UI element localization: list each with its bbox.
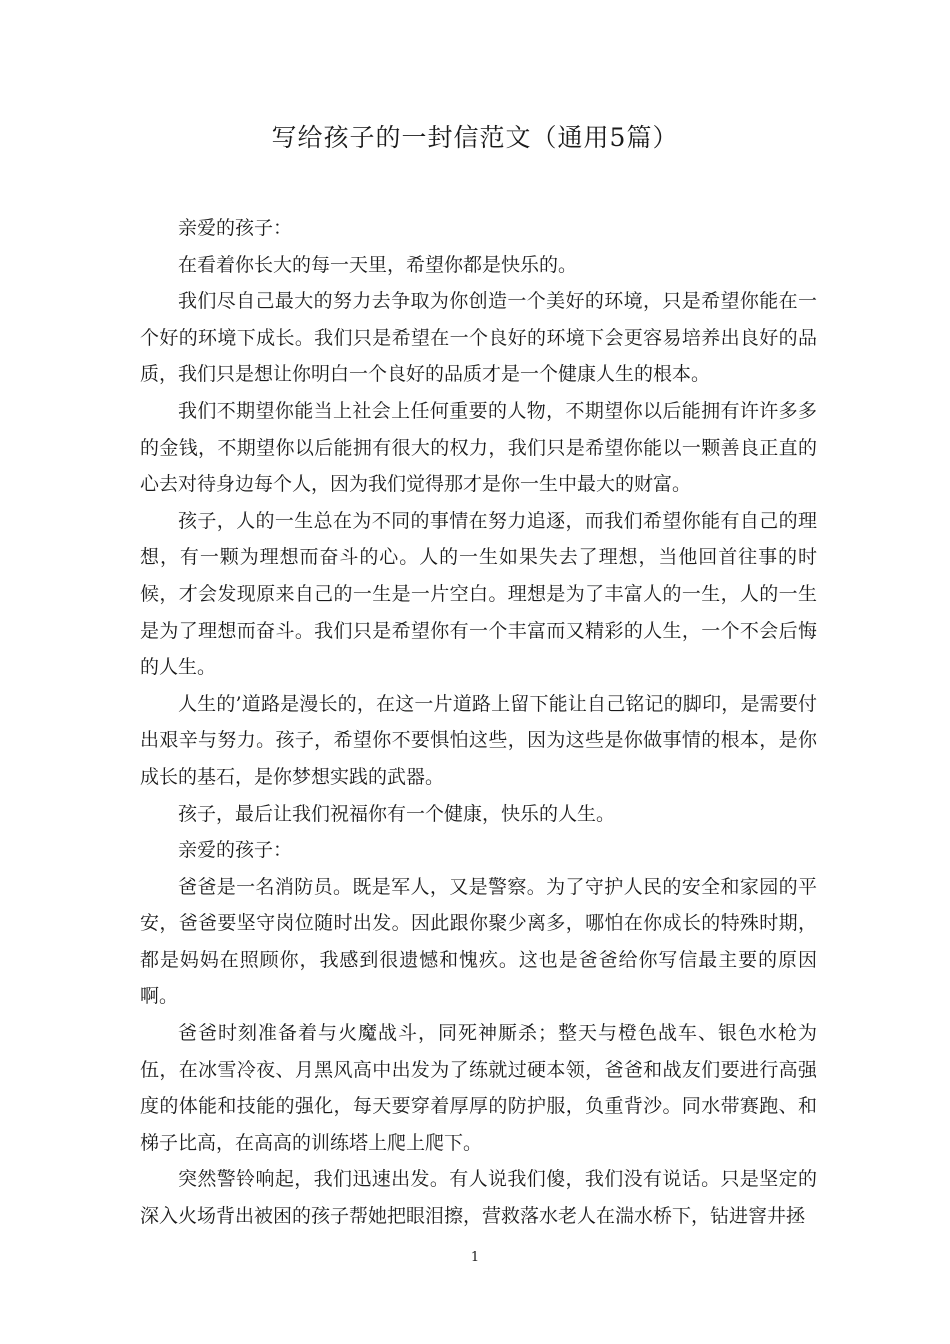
paragraph: 人生的’道路是漫长的，在这一片道路上留下能让自己铭记的脚印，是需要付出艰辛与努力。孩子，希望你不要惧怕这些，因为这些是你做事情的根本，是你成长的基石，是你梦想实践的武器。 xyxy=(140,692,817,788)
document-title: 写给孩子的一封信范文（通用5篇） xyxy=(271,123,679,152)
paragraph: 亲爱的孩子： xyxy=(178,217,293,239)
paragraph: 爸爸是一名消防员。既是军人，又是警察。为了守护人民的安全和家园的平安，爸爸要坚守岗位随时出发。因此跟你聚少离多，哪怕在你成长的特殊时期，都是妈妈在照顾你，我感到很遗憾和愧疚。这也是爸爸给你写信最主要的原因啊。 xyxy=(140,875,817,1008)
paragraph: 孩子，最后让我们祝福你有一个健康，快乐的人生。 xyxy=(178,802,616,825)
document-body xyxy=(140,210,817,1235)
paragraph: 在看着你长大的每一天里，希望你都是快乐的。 xyxy=(178,253,578,276)
paragraph: 爸爸时刻准备着与火魔战斗，同死神厮杀；整天与橙色战车、银色水枪为伍，在冰雪冷夜、月黑风高中出发为了练就过硬本领，爸爸和战友们要进行高强度的体能和技能的强化，每天要穿着厚厚的防护服，负重背沙。同水带赛跑、和梯子比高，在高高的训练塔上爬上爬下。 xyxy=(140,1022,817,1154)
paragraph: 亲爱的孩子： xyxy=(178,839,293,862)
paragraph: 我们尽自己最大的努力去争取为你创造一个美好的环境，只是希望你能在一个好的环境下成长。我们只是希望在一个良好的环境下会更容易培养出良好的品质，我们只是想让你明白一个良好的品质才是一个健康人生的根本。 xyxy=(140,290,817,386)
paragraph: 我们不期望你能当上社会上任何重要的人物，不期望你以后能拥有许许多多的金钱，不期望你以后能拥有很大的权力，我们只是希望你能以一颗善良正直的心去对待身边每个人，因为我们觉得那才是你一生中最大的财富。 xyxy=(140,399,817,496)
paragraph: 突然警铃响起，我们迅速出发。有人说我们傻，我们没有说话。只是坚定的深入火场背出被困的孩子帮她把眼泪擦，营救落水老人在湍水桥下，钻进窨井拯 xyxy=(140,1168,817,1228)
page-number: 1 xyxy=(470,1250,480,1265)
paragraph: 孩子，人的一生总在为不同的事情在努力追逐，而我们希望你能有自己的理想，有一颗为理想而奋斗的心。人的一生如果失去了理想，当他回首往事的时候，才会发现原来自己的一生是一片空白。理想是为了丰富人的一生，人的一生是为了理想而奋斗。我们只是希望你有一个丰富而又精彩的人生，一个不会后悔的人生。 xyxy=(140,509,817,679)
